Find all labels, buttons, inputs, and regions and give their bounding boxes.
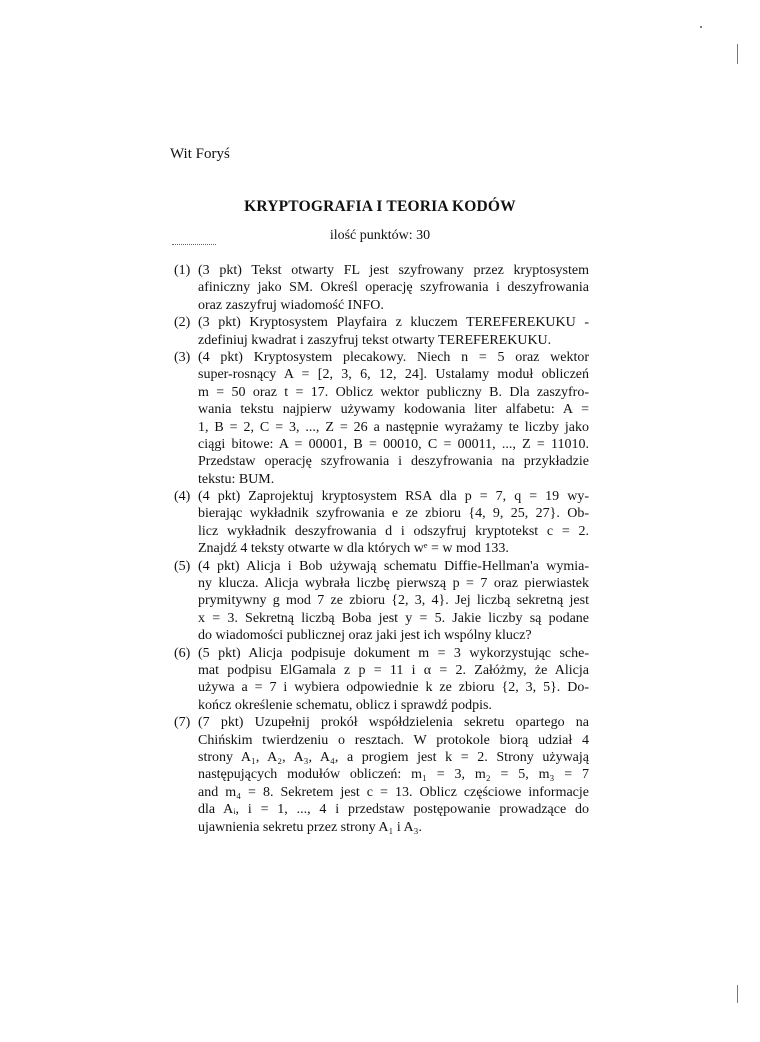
problem-line: ujawnienia sekretu przez strony A₁ i A₃. <box>198 819 422 835</box>
problem-line: (7 pkt) Uzupełnij prokół współdzielenia sekretu opartego na <box>198 715 589 731</box>
problem-line: mat podpisu ElGamala z p = 11 i α = 2. Załóżmy, że Alicja <box>198 662 589 678</box>
problem-item <box>174 314 589 349</box>
problem-item <box>174 262 589 314</box>
problem-line: afiniczny jako SM. Określ operację szyfrowania i deszyfrowania <box>198 280 589 296</box>
problem-line: and m₄ = 8. Sekretem jest c = 13. Oblicz częściowe informacje <box>198 784 589 800</box>
problem-number: (6) <box>174 645 191 661</box>
problem-number: (3) <box>174 349 191 365</box>
problem-line: prymitywny g mod 7 ze zbioru {2, 3, 4}. Jej liczbą sekretną jest <box>198 593 589 609</box>
problem-line: do wiadomości publicznej oraz jaki jest ich wspólny klucz? <box>198 628 532 644</box>
problem-line: oraz zaszyfruj wiadomość INFO. <box>198 297 384 313</box>
problem-line: (4 pkt) Kryptosystem plecakowy. Niech n = 5 oraz wektor <box>198 349 589 365</box>
problem-line: strony A₁, A₂, A₃, A₄, a progiem jest k = 2. Strony używają <box>198 749 589 765</box>
problem-line: licz wykładnik deszyfrowania d i odszyfruj kryptotekst c = 2. <box>198 523 589 539</box>
scan-mark-bottom-right <box>737 985 738 1003</box>
dotted-mark <box>172 244 216 245</box>
problem-line: używa a = 7 i wybiera odpowiednie k ze zbioru {2, 3, 5}. Do- <box>198 680 589 696</box>
problem-line: (4 pkt) Zaprojektuj kryptosystem RSA dla p = 7, q = 19 wy- <box>198 489 589 505</box>
document-subtitle: ilość punktów: 30 <box>329 228 431 243</box>
problem-line: Przedstaw operację szyfrowania i deszyfrowania na przykładzie <box>198 454 589 470</box>
problem-line: (3 pkt) Tekst otwarty FL jest szyfrowany przez kryptosystem <box>198 263 589 278</box>
problem-line: 1, B = 2, C = 3, ..., Z = 26 a następnie wyrażamy te liczby jako <box>198 419 589 435</box>
problem-list <box>174 262 589 836</box>
problem-line: Chińskim twierdzeniu o resztach. W protokole biorą udział 4 <box>198 732 589 748</box>
problem-text <box>198 714 589 836</box>
problem-line: m = 50 oraz t = 17. Oblicz wektor publiczny B. Dla zaszyfro- <box>198 384 589 400</box>
problem-line: dla Aᵢ, i = 1, ..., 4 i przedstaw postępowanie prowadzące do <box>198 802 589 818</box>
problem-line: ny klucza. Alicja wybrała liczbę pierwszą p = 7 oraz pierwiastek <box>198 576 589 592</box>
problem-text <box>198 558 589 645</box>
problem-line: (5 pkt) Alicja podpisuje dokument m = 3 wykorzystując sche- <box>198 645 589 661</box>
problem-line: Znajdź 4 teksty otwarte w dla których wᵉ = w mod 133. <box>198 541 509 557</box>
problem-text <box>198 488 589 558</box>
problem-line: (3 pkt) Kryptosystem Playfaira z kluczem TEREFEREKUKU - <box>198 315 589 331</box>
problem-text <box>198 645 589 715</box>
problem-item <box>174 558 589 645</box>
problem-line: bierając wykładnik szyfrowania e ze zbioru {4, 9, 25, 27}. Ob- <box>198 506 589 522</box>
problem-number: (5) <box>174 558 191 574</box>
problem-line: zdefiniuj kwadrat i zaszyfruj tekst otwarty TEREFEREKUKU. <box>198 332 552 348</box>
problem-item <box>174 349 589 488</box>
problem-text <box>198 349 589 488</box>
problem-line: kończ określenie schematu, oblicz i sprawdź podpis. <box>198 697 492 713</box>
problem-line: następujących modułów obliczeń: m₁ = 3, m₂ = 5, m₃ = 7 <box>198 767 589 783</box>
document-title: KRYPTOGRAFIA I TEORIA KODÓW <box>244 198 516 215</box>
problem-number: (7) <box>174 715 191 731</box>
problem-number: (2) <box>174 315 191 331</box>
scan-speck <box>700 26 702 28</box>
problem-item <box>174 714 589 836</box>
problem-line: (4 pkt) Alicja i Bob używają schematu Diffie-Hellman'a wymia- <box>198 558 589 574</box>
problem-line: x = 3. Sekretną liczbą Boba jest y = 5. Jakie liczby są podane <box>198 610 589 626</box>
problem-line: ciągi bitowe: A = 00001, B = 00010, C = 00011, ..., Z = 11010. <box>198 436 589 452</box>
problem-number: (4) <box>174 489 191 505</box>
problem-number: (1) <box>174 263 191 278</box>
problem-line: super-rosnący A = [2, 3, 6, 12, 24]. Ustalamy moduł obliczeń <box>198 367 589 383</box>
author-name: Wit Foryś <box>170 146 230 162</box>
scan-mark-top-right <box>737 44 738 64</box>
problem-line: wania tekstu najpierw używamy kodowania liter alfabetu: A = <box>198 402 589 418</box>
problem-item <box>174 645 589 715</box>
problem-text <box>198 314 589 349</box>
problem-line: tekstu: BUM. <box>198 471 275 487</box>
problem-item <box>174 488 589 558</box>
problem-text <box>198 262 589 314</box>
